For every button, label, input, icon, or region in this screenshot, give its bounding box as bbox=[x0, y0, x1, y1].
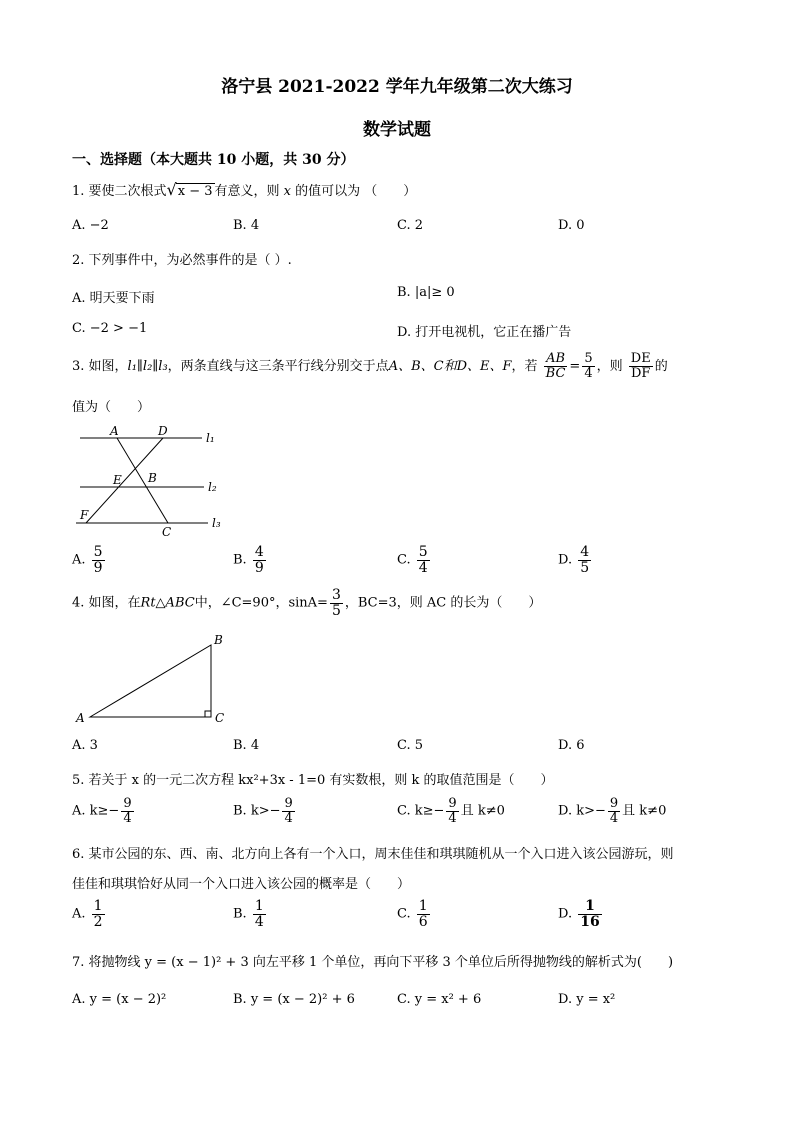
fraction-de-df: $\frac{DE}{DF}$ bbox=[630, 351, 651, 381]
q3-option-b: B. $\frac{4}{9}$ bbox=[233, 544, 264, 576]
q2-option-a: A. 明天要下雨 bbox=[72, 291, 155, 306]
q3-option-d: D. $\frac{4}{5}$ bbox=[558, 544, 590, 576]
parallel-lines-figure bbox=[70, 420, 230, 545]
q7-option-b: B. y = (x − 2)² + 6 bbox=[233, 992, 355, 1007]
q6-option-c: C. $\frac{1}{6}$ bbox=[397, 898, 428, 930]
question-2-stem: 2. 下列事件中，为必然事件的是（ ）. bbox=[72, 253, 292, 268]
q7-option-c: C. y = x² + 6 bbox=[397, 992, 482, 1007]
q3-option-a: A. $\frac{5}{9}$ bbox=[72, 544, 103, 576]
question-6-stem: 6. 某市公园的东、西、南、北方向上各有一个入口，周末佳佳和琪琪随机从一个入口进入该公园游玩，则 bbox=[72, 847, 674, 862]
q2-option-b: B. |a|≥ 0 bbox=[397, 285, 455, 300]
q5-option-b: B. k>− $\frac{9}{4}$ bbox=[233, 796, 293, 826]
question-4-stem: 4. 如图，在Rt△ABC中，∠C=90°，sinA= $\frac{3}{5}$ ，BC=3，则 AC 的长为（ ） bbox=[72, 587, 542, 619]
label-A: A bbox=[76, 711, 85, 725]
q4-option-a: A. 3 bbox=[72, 738, 98, 753]
question-5-stem: 5. 若关于 x 的一元二次方程 kx²+3x - 1=0 有实数根，则 k 的取值范围是（ ） bbox=[72, 773, 554, 788]
q1-option-c: C. 2 bbox=[397, 218, 424, 233]
label-C: C bbox=[162, 525, 172, 539]
label-D: D bbox=[158, 424, 168, 438]
fraction-3-5: $\frac{3}{5}$ bbox=[331, 587, 341, 619]
label-l2: l₂ bbox=[208, 480, 217, 494]
label-B: B bbox=[148, 471, 157, 485]
radical-expression: x − 3 bbox=[177, 184, 213, 199]
q4-option-b: B. 4 bbox=[233, 738, 260, 753]
right-triangle-figure bbox=[70, 630, 240, 730]
section-heading: 一、选择题（本大题共 10 小题，共 30 分） bbox=[72, 152, 355, 168]
q1-option-b: B. 4 bbox=[233, 218, 260, 233]
label-l3: l₃ bbox=[212, 516, 221, 530]
q5-option-c: C. k≥− $\frac{9}{4}$ 且 k≠0 bbox=[397, 796, 505, 826]
q3-option-c: C. $\frac{5}{4}$ bbox=[397, 544, 428, 576]
question-1-stem: 1. 要使二次根式√x − 3 有意义，则 x 的值可以为 （ ） bbox=[72, 180, 417, 199]
q7-option-a: A. y = (x − 2)² bbox=[72, 992, 167, 1007]
q6-option-a: A. $\frac{1}{2}$ bbox=[72, 898, 103, 930]
question-3-stem-cont: 值为（ ） bbox=[72, 400, 151, 415]
q5-option-a: A. k≥− $\frac{9}{4}$ bbox=[72, 796, 132, 826]
label-F: F bbox=[80, 508, 89, 522]
page-title: 洛宁县 2021-2022 学年九年级第二次大练习 bbox=[221, 77, 573, 97]
q6-option-d: D. $\frac{1}{16}$ bbox=[558, 898, 600, 930]
label-l1: l₁ bbox=[206, 431, 215, 445]
q1-option-d: D. 0 bbox=[558, 218, 585, 233]
q1-option-a: A. −2 bbox=[72, 218, 109, 233]
q5-option-d: D. k>− $\frac{9}{4}$ 且 k≠0 bbox=[558, 796, 667, 826]
question-3-stem: 3. 如图，l₁∥l₂∥l₃，两条直线与这三条平行线分别交于点A、B、C和D、E、F，若 $\frac{AB}{BC}$ = $\frac{5}{4}$ ，则 $\frac{DE}{DF}$ 的 bbox=[72, 351, 668, 381]
label-A: A bbox=[110, 424, 119, 438]
fraction-5-4: $\frac{5}{4}$ bbox=[584, 351, 593, 381]
q4-option-c: C. 5 bbox=[397, 738, 424, 753]
question-6-stem-cont: 佳佳和琪琪恰好从同一个入口进入该公园的概率是（ ） bbox=[72, 877, 411, 892]
label-B: B bbox=[214, 633, 223, 647]
label-E: E bbox=[113, 473, 122, 487]
q2-option-d: D. 打开电视机，它正在播广告 bbox=[397, 325, 572, 340]
question-7-stem: 7. 将抛物线 y = (x − 1)² + 3 向左平移 1 个单位，再向下平移 3 个单位后所得抛物线的解析式为( ) bbox=[72, 955, 674, 970]
q4-option-d: D. 6 bbox=[558, 738, 585, 753]
q6-option-b: B. $\frac{1}{4}$ bbox=[233, 898, 264, 930]
q7-option-d: D. y = x² bbox=[558, 992, 616, 1007]
fraction-ab-bc: $\frac{AB}{BC}$ bbox=[545, 351, 566, 381]
q2-option-c: C. −2 > −1 bbox=[72, 321, 148, 336]
label-C: C bbox=[215, 711, 225, 725]
page-subtitle: 数学试题 bbox=[363, 120, 431, 140]
